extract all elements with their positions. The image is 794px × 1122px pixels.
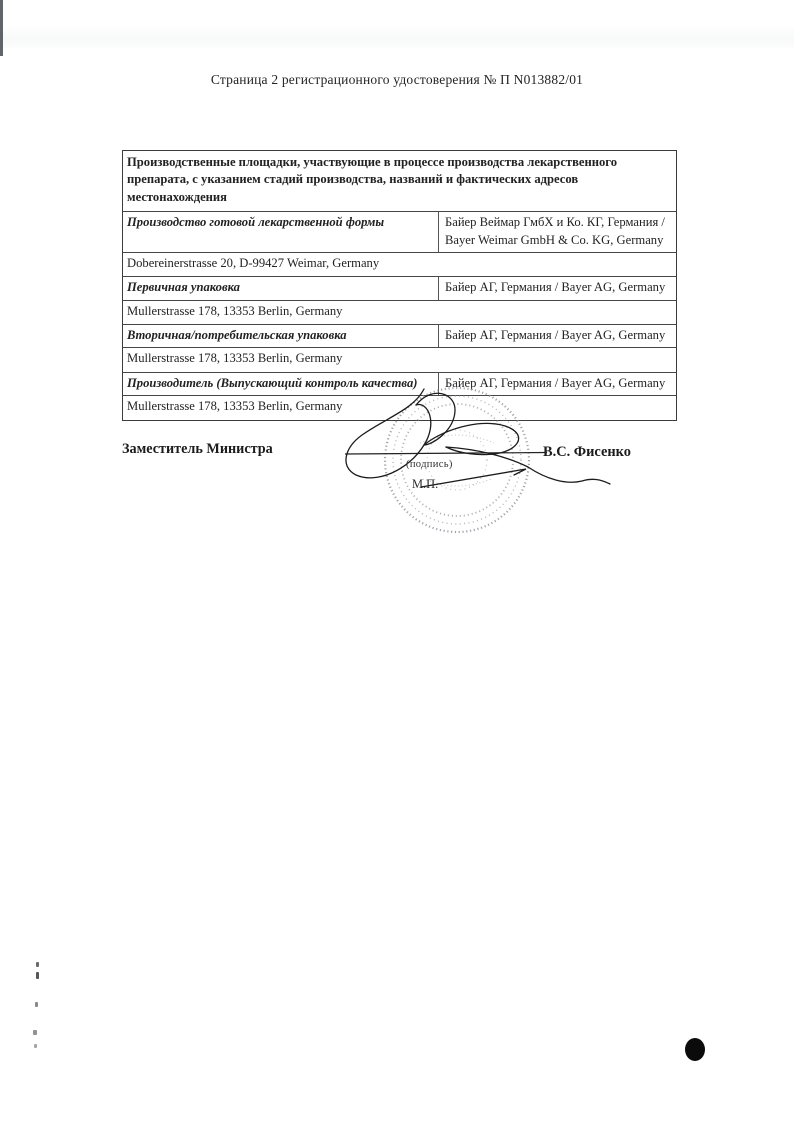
address-row: Mullerstrasse 178, 13353 Berlin, Germany [123,300,676,324]
scan-edge-artifact [0,0,3,56]
address-row: Mullerstrasse 178, 13353 Berlin, Germany [123,347,676,371]
table-row [123,324,676,347]
scan-noise-band [0,26,794,48]
scan-dot-artifact [685,1038,705,1061]
official-stamp [328,383,620,541]
stage-cell: Первичная упаковка [123,277,439,299]
table-header: Производственные площадки, участвующие в процессе производства лекарственного препарата, с указанием стадий производства, названий и фактических адресов местонахождения [127,155,617,204]
signatory-name: В.С. Фисенко [543,444,631,460]
scan-speck [33,1030,37,1035]
scan-speck [36,972,39,979]
scan-speck [35,1002,38,1007]
seal-place-caption: М.П. [412,477,439,491]
manufacturer-cell: Байер АГ, Германия / Bayer AG, Germany [445,375,666,390]
signatory-title: Заместитель Министра [122,441,273,457]
signature-line [345,453,547,455]
signature-caption: (подпись) [406,459,453,470]
address-row: Dobereinerstrasse 20, D-99427 Weimar, Germany [123,252,676,276]
stage-cell: Производство готовой лекарственной формы [123,212,439,252]
stage-cell: Производитель (Выпускающий контроль качества) [123,373,439,395]
manufacturer-cell: Байер АГ, Германия / Bayer AG, Germany [445,280,666,295]
scan-speck [34,1044,37,1048]
manufacturer-cell: Байер Веймар ГмбХ и Ко. КГ, Германия / Bayer Weimar GmbH & Co. KG, Germany [445,215,665,247]
table-row [123,211,676,252]
manufacturer-cell: Байер АГ, Германия / Bayer AG, Germany [445,328,666,342]
scan-speck [36,962,39,967]
address-row: Mullerstrasse 178, 13353 Berlin, Germany [123,395,676,419]
stage-cell: Вторичная/потребительская упаковка [123,325,439,347]
table-row [123,276,676,299]
production-sites-table [122,150,677,421]
page-title: Страница 2 регистрационного удостоверения № П N013882/01 [210,72,584,87]
